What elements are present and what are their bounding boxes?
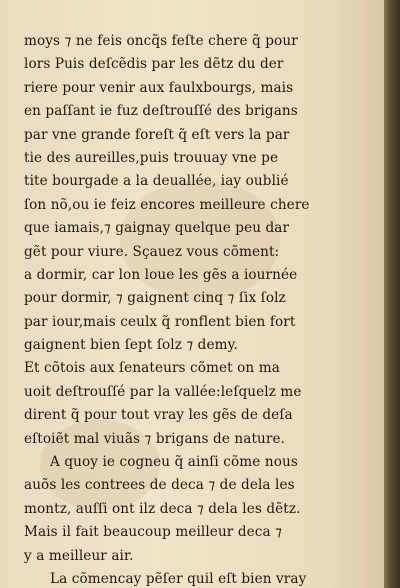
body-text — [24, 30, 354, 588]
text-line: par iour,mais ceulx q̃ ronflent bien fort — [24, 313, 296, 330]
text-line: eſtoiẽt mal viuãs ⁊ brigans de nature. — [24, 430, 286, 447]
text-line: y a meilleur air. — [24, 547, 134, 564]
text-line: Mais il fait beaucoup meilleur deca ⁊ — [24, 524, 282, 541]
text-line: gẽt pour viure. Sçauez vous cõment: — [24, 243, 280, 260]
text-line: que iamais,⁊ gaignay quelque peu dar — [24, 220, 290, 237]
text-line: pour dormir, ⁊ gaignent cinq ⁊ ſix ſolz — [24, 290, 286, 307]
text-line: en paſſant ie fuz deſtrouſſé des brigans — [24, 103, 298, 120]
text-line: uoit deſtrouſſé par la vallée:leſquelz me — [24, 383, 302, 400]
text-line: par vne grande foreſt q̃ eſt vers la par — [24, 126, 290, 143]
text-line: Et cõtois aux ſenateurs cõmet on ma — [24, 360, 280, 377]
text-line: a dormir, car lon loue les gẽs a iournée — [24, 266, 298, 283]
text-line: gaignent bien ſept ſolz ⁊ demy. — [24, 337, 238, 354]
text-line: A quoy ie cogneu q̃ ainſi cõme nous — [50, 454, 298, 471]
text-line: montz, auſſi ont ilz deca ⁊ dela les dẽtz. — [24, 500, 301, 517]
text-line: riere pour venir aux faulxbourgs, mais — [24, 79, 294, 96]
text-line: ſon nõ,ou ie feiz encores meilleure chere — [24, 196, 310, 213]
text-line: La cõmencay pẽſer quil eſt bien vray — [50, 570, 307, 587]
text-line: dirent q̃ pour tout vray les gẽs de deſa — [24, 407, 293, 424]
text-line: lors Puis deſcẽdis par les dẽtz du der — [24, 56, 284, 73]
book-gutter — [384, 0, 400, 588]
text-line: tite bourgade a la deuallée, iay oublié — [24, 173, 289, 190]
text-line: auõs les contrees de deca ⁊ de dela les — [24, 477, 295, 494]
text-line: moys ⁊ ne feis oncq̃s feſte chere q̃ pour — [24, 33, 298, 49]
text-line: tie des aureilles,puis trouuay vne pe — [24, 149, 279, 166]
